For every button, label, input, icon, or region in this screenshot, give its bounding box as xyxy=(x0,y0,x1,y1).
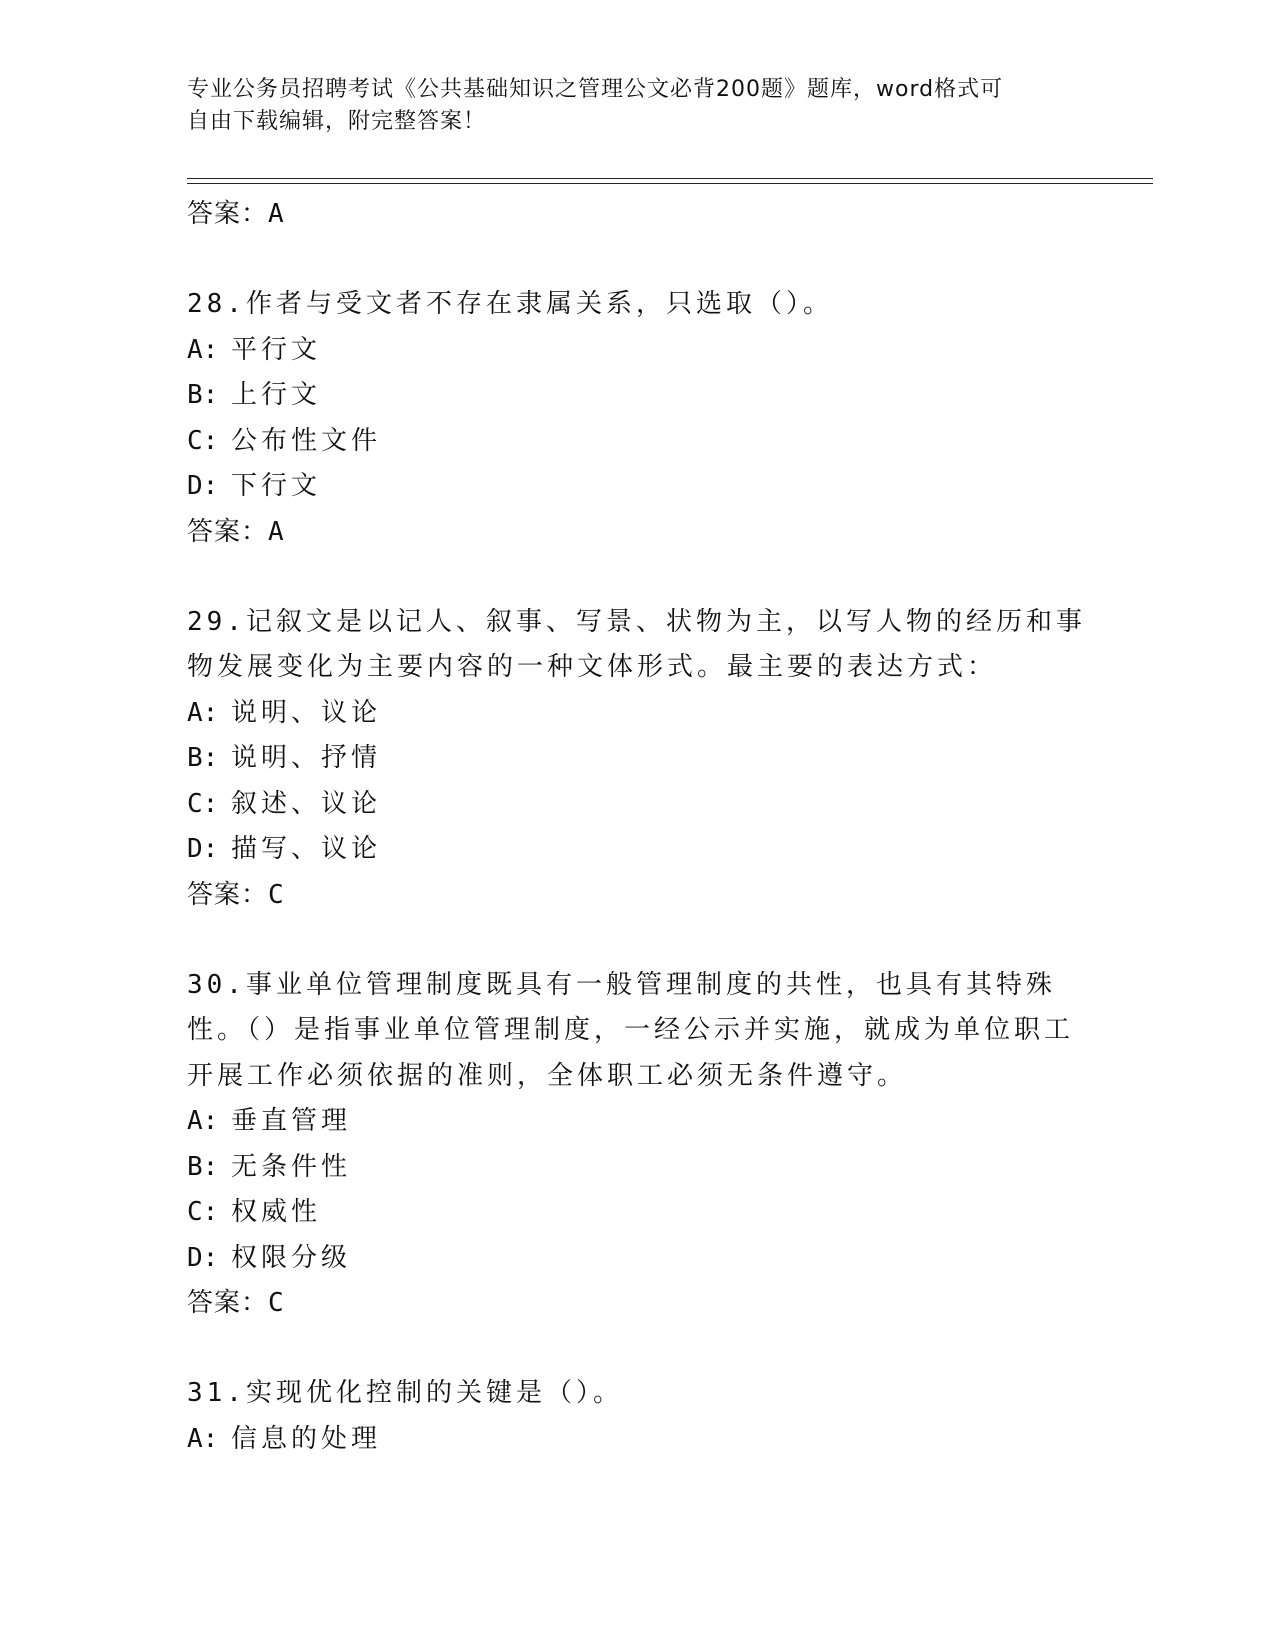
option-letter: D: xyxy=(187,1242,219,1273)
option-text: 垂直管理 xyxy=(231,1106,352,1136)
question-29 xyxy=(187,600,1087,917)
answer xyxy=(187,1281,1087,1325)
option-letter: A: xyxy=(187,697,219,728)
answer-label: 答案： xyxy=(187,879,269,910)
option-letter: B: xyxy=(187,380,219,410)
option-d xyxy=(187,1236,1087,1282)
option-letter: A: xyxy=(187,1106,219,1136)
option-letter: C: xyxy=(187,1197,219,1227)
option-a xyxy=(187,1099,1087,1145)
option-text: 公布性文件 xyxy=(231,425,382,456)
question-stem: 29.记叙文是以记人、叙事、写景、状物为主，以写人物的经历和事物发展变化为主要内容的一种文体形式。最主要的表达方式： xyxy=(187,606,1086,682)
option-letter: A: xyxy=(187,334,219,365)
answer-label: 答案： xyxy=(187,199,269,229)
option-text: 平行文 xyxy=(231,334,322,365)
option-a xyxy=(187,691,1087,737)
option-letter: D: xyxy=(187,471,219,501)
question-28 xyxy=(187,282,1087,554)
option-letter: C: xyxy=(187,788,219,819)
question-list xyxy=(187,192,1087,1462)
document-header xyxy=(187,74,1067,138)
option-text: 无条件性 xyxy=(231,1151,352,1182)
answer-label: 答案： xyxy=(187,1288,269,1318)
option-text: 上行文 xyxy=(231,380,322,410)
option-text: 信息的处理 xyxy=(231,1423,382,1454)
answer-value: A xyxy=(268,199,285,229)
question-stem: 31.实现优化控制的关键是（）。 xyxy=(187,1378,623,1408)
header-line-2: 自由下载编辑，附完整答案！ xyxy=(187,109,487,134)
previous-answer xyxy=(187,192,1087,236)
header-line-1: 专业公务员招聘考试《公共基础知识之管理公文必背200题》题库，word格式可 xyxy=(187,77,1004,102)
option-d xyxy=(187,827,1087,873)
option-b xyxy=(187,736,1087,782)
option-c xyxy=(187,419,1087,465)
header-rule-bottom xyxy=(187,183,1153,184)
option-c xyxy=(187,1190,1087,1236)
option-letter: B: xyxy=(187,743,219,773)
option-d xyxy=(187,464,1087,510)
option-a xyxy=(187,1417,1087,1463)
header-rule-top xyxy=(187,178,1153,179)
option-b xyxy=(187,373,1087,419)
option-text: 描写、议论 xyxy=(231,834,382,864)
option-text: 下行文 xyxy=(231,471,322,501)
answer-value: A xyxy=(268,516,285,547)
option-text: 权威性 xyxy=(231,1197,322,1227)
option-letter: A: xyxy=(187,1423,219,1454)
option-b xyxy=(187,1145,1087,1191)
answer-value: C xyxy=(268,1288,285,1318)
answer xyxy=(187,510,1087,554)
option-letter: C: xyxy=(187,425,219,456)
option-a xyxy=(187,328,1087,374)
option-letter: D: xyxy=(187,834,219,864)
option-text: 叙述、议论 xyxy=(231,788,382,819)
answer-label: 答案： xyxy=(187,516,269,547)
question-31 xyxy=(187,1371,1087,1462)
option-text: 说明、议论 xyxy=(231,697,382,728)
option-letter: B: xyxy=(187,1151,219,1182)
answer-value: C xyxy=(268,879,285,910)
question-stem: 30.事业单位管理制度既具有一般管理制度的共性，也具有其特殊性。（）是指事业单位管理制度，一经公示并实施，就成为单位职工开展工作必须依据的准则，全体职工必须无条件遵守。 xyxy=(187,969,1075,1091)
option-text: 说明、抒情 xyxy=(231,743,382,773)
answer xyxy=(187,873,1087,917)
option-c xyxy=(187,782,1087,828)
question-30 xyxy=(187,963,1087,1326)
option-text: 权限分级 xyxy=(231,1242,352,1273)
question-stem: 28.作者与受文者不存在隶属关系，只选取（）。 xyxy=(187,289,833,319)
